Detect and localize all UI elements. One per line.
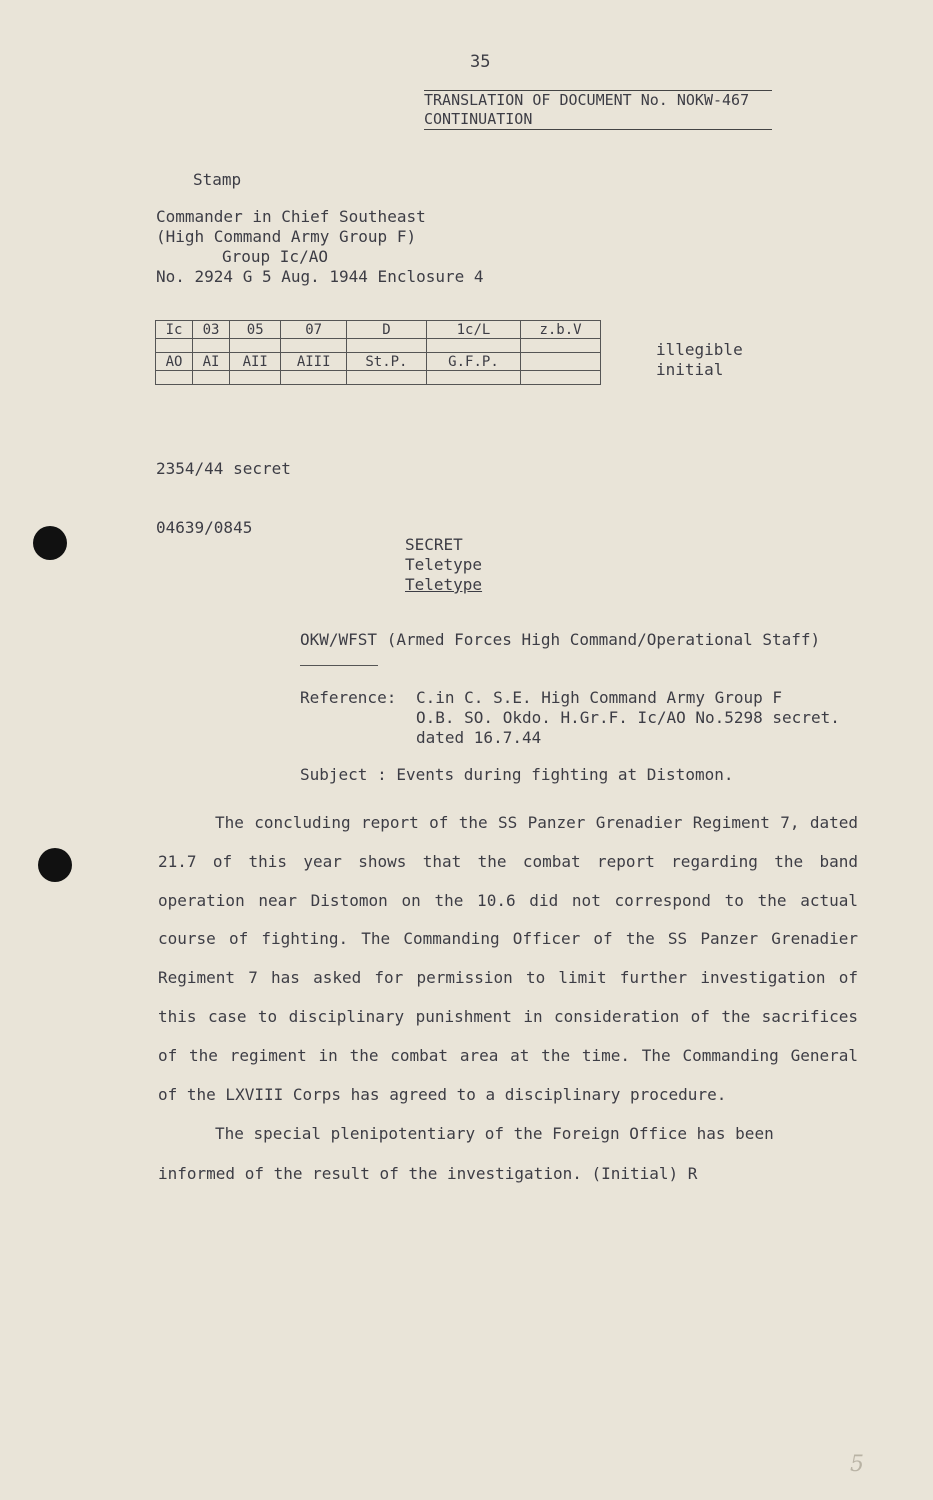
secret-label: SECRET [405, 535, 463, 554]
teletype-label: Teletype [405, 555, 483, 574]
reference-line-2: O.B. SO. Okdo. H.Gr.F. Ic/AO No.5298 secret. [416, 708, 840, 727]
reference-number-secret: 2354/44 secret [156, 459, 291, 478]
table-cell [521, 353, 601, 371]
table-cell: AI [193, 353, 230, 371]
table-cell: St.P. [346, 353, 426, 371]
table-row [156, 353, 601, 371]
commander-line-2: (High Command Army Group F) [156, 227, 417, 246]
reference-label: Reference: [300, 688, 397, 707]
subject-line: Subject : Events during fighting at Distomon. [300, 765, 734, 784]
commander-line-4: No. 2924 G 5 Aug. 1944 Enclosure 4 [156, 267, 484, 286]
table-cell: AO [156, 353, 193, 371]
table-cell: AII [230, 353, 281, 371]
table-cell: G.F.P. [426, 353, 520, 371]
table-cell: 07 [281, 321, 347, 339]
table-cell: D [346, 321, 426, 339]
table-cell: AIII [281, 353, 347, 371]
distribution-table [155, 320, 601, 385]
commander-line-3: Group Ic/AO [222, 247, 328, 266]
page-number: 35 [470, 52, 491, 72]
table-cell: z.b.V [521, 321, 601, 339]
punch-hole-top [33, 526, 67, 560]
body-paragraph-2: The special plenipotentiary of the Foreign Office has been informed of the result of the investigation. (Initial) R [158, 1124, 774, 1183]
table-cell: 1c/L [426, 321, 520, 339]
translation-header [424, 90, 772, 130]
table-row [156, 321, 601, 339]
table-cell: 05 [230, 321, 281, 339]
body-paragraph-1: The concluding report of the SS Panzer Grenadier Regiment 7, dated 21.7 of this year shows that the combat report regarding the band operation near Distomon on the 10.6 did not correspond to the actual course of fighting. The Commanding Officer of the SS Panzer Grenadier Regiment 7 has asked for permission to limit further investigation of this case to disciplinary punishment in consideration of the sacrifices of the regiment in the combat area at the time. The Commanding General of the LXVIII Corps has agreed to a disciplinary procedure. [158, 813, 858, 1104]
teletype-label-underlined: Teletype [405, 575, 483, 594]
commander-line-1: Commander in Chief Southeast [156, 207, 426, 226]
table-cell: 03 [193, 321, 230, 339]
divider [300, 665, 378, 666]
secret-teletype-heading [405, 535, 482, 595]
header-line-2: CONTINUATION [424, 110, 533, 128]
illegible-line-1: illegible [656, 340, 743, 359]
illegible-line-2: initial [656, 360, 724, 379]
table-row [156, 339, 601, 353]
corner-pencil-mark: 5 [850, 1452, 864, 1477]
table-cell: Ic [156, 321, 193, 339]
reference-line-3: dated 16.7.44 [416, 728, 542, 747]
reference-line-1: C.in C. S.E. High Command Army Group F [416, 688, 783, 707]
punch-hole-bottom [38, 848, 72, 882]
stamp-label: Stamp [193, 170, 242, 189]
reference-number-teletype: 04639/0845 [156, 518, 253, 537]
header-line-1: TRANSLATION OF DOCUMENT No. NOKW-467 [424, 91, 750, 109]
commander-block [156, 207, 484, 287]
reference-value [416, 688, 840, 748]
addressee-line: OKW/WFST (Armed Forces High Command/Operational Staff) [300, 630, 821, 649]
illegible-initial-note [656, 340, 743, 380]
table-row [156, 371, 601, 385]
